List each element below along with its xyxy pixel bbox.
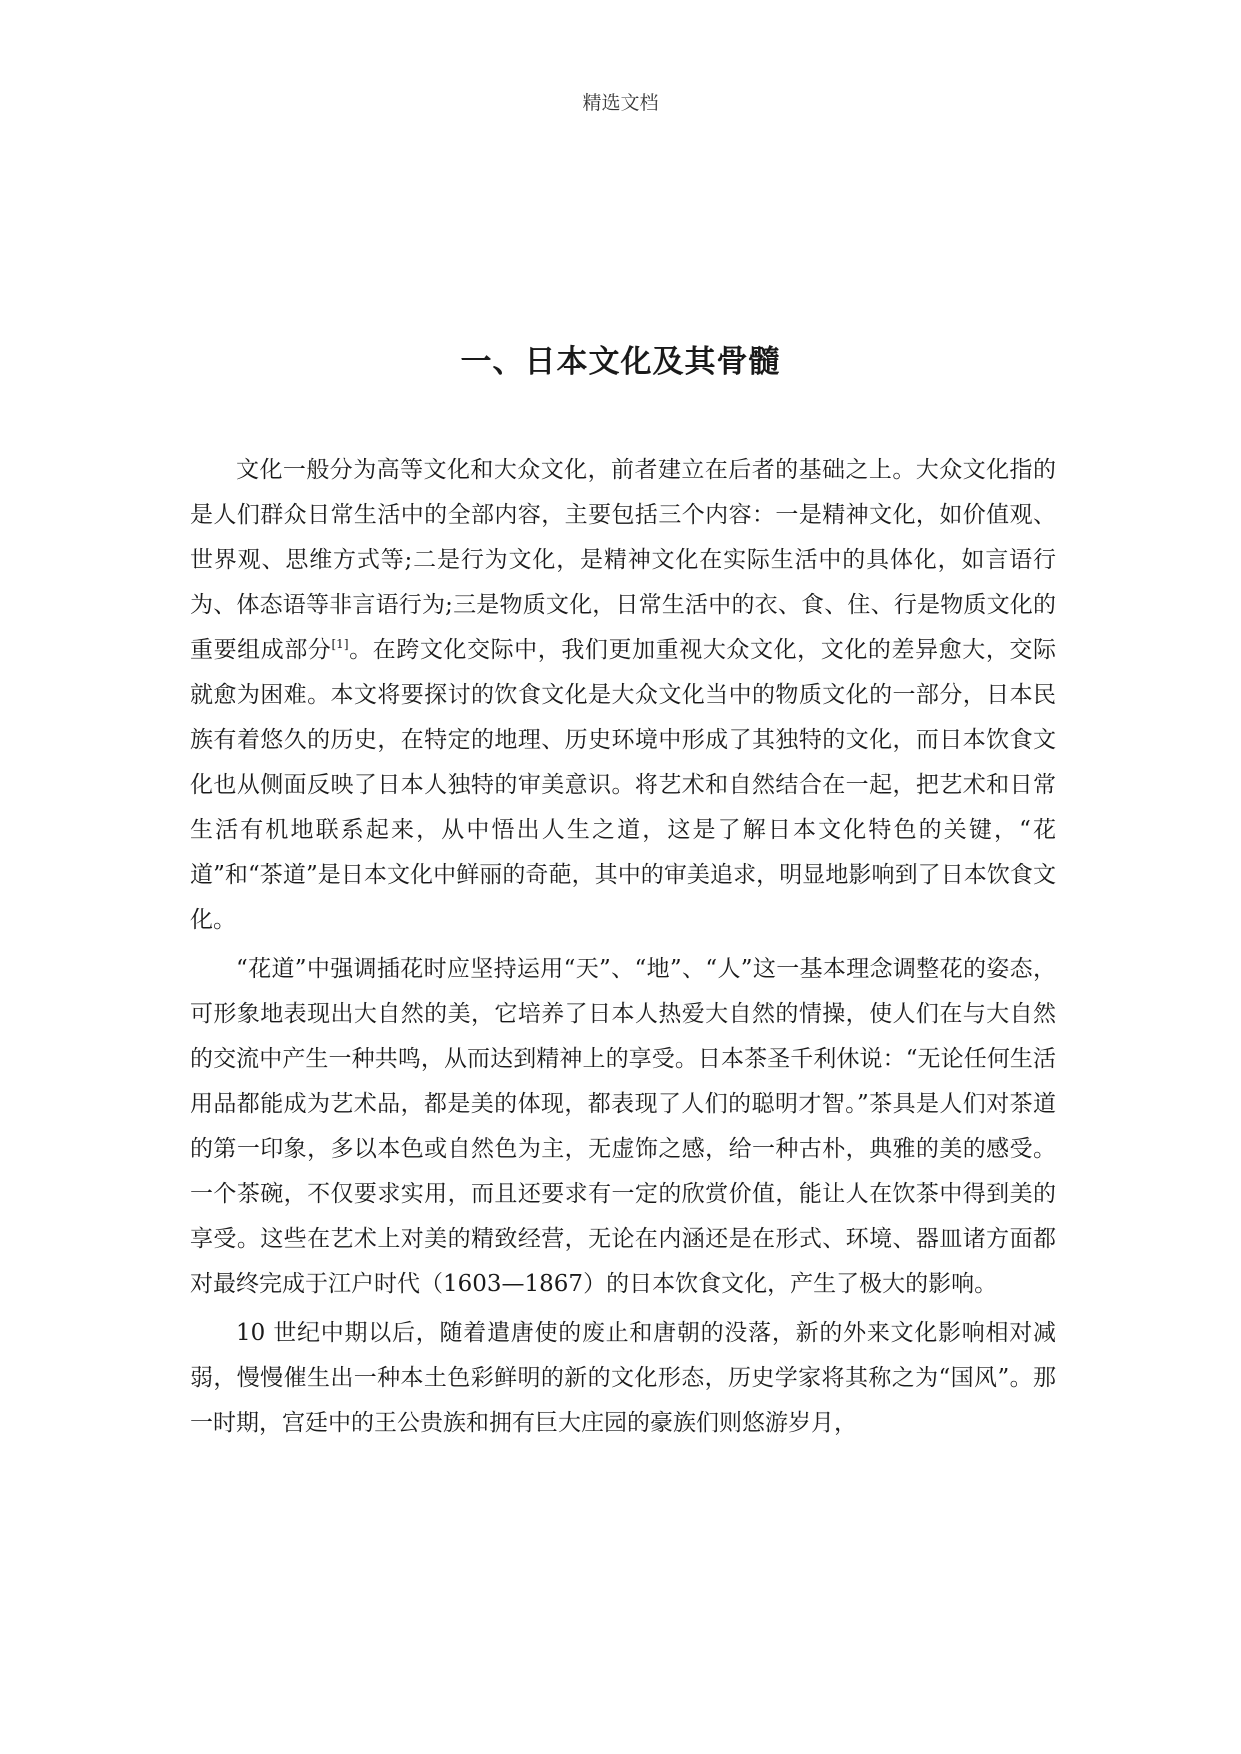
paragraph-culture-overview <box>190 448 1056 943</box>
citation-reference[interactable]: [1] <box>331 637 349 651</box>
paragraph-text: 。在跨文化交际中，我们更加重视大众文化，文化的差异愈大，交际就愈为困难。本文将要探讨的饮食文化是大众文化当中的物质文化的一部分，日本民族有着悠久的历史，在特定的地理、历史环境中形成了其独特的文化，而日本饮食文化也从侧面反映了日本人独特的审美意识。将艺术和自然结合在一起，把艺术和日常生活有机地联系起来，从中悟出人生之道，这是了解日本文化特色的关键，“花道”和“茶道”是日本文化中鲜丽的奇葩，其中的审美追求，明显地影响到了日本饮食文化。 <box>190 637 1056 933</box>
paragraph-text: 文化一般分为高等文化和大众文化，前者建立在后者的基础之上。大众文化指的是人们群众日常生活中的全部内容，主要包括三个内容：一是精神文化，如价值观、世界观、思维方式等;二是行为文化，是精神文化在实际生活中的具体化，如言语行为、体态语等非言语行为;三是物质文化，日常生活中的衣、食、住、行是物质文化的重要组成部分 <box>190 457 1056 663</box>
page-header: 精选文档 <box>582 92 659 114</box>
paragraph-kokufu: 10 世纪中期以后，随着遣唐使的废止和唐朝的没落，新的外来文化影响相对减弱，慢慢催生出一种本土色彩鲜明的新的文化形态，历史学家将其称之为“国风”。那一时期，宫廷中的王公贵族和拥有巨大庄园的豪族们则悠游岁月， <box>190 1320 1056 1436</box>
paragraph-flower-tea-way: “花道”中强调插花时应坚持运用“天”、“地”、“人”这一基本理念调整花的姿态，可形象地表现出大自然的美，它培养了日本人热爱大自然的情操，使人们在与大自然的交流中产生一种共鸣，从而达到精神上的享受。日本茶圣千利休说：“无论任何生活用品都能成为艺术品，都是美的体现，都表现了人们的聪明才智。”茶具是人们对茶道的第一印象，多以本色或自然色为主，无虚饰之感，给一种古朴，典雅的美的感受。一个茶碗，不仅要求实用，而且还要求有一定的欣赏价值，能让人在饮茶中得到美的享受。这些在艺术上对美的精致经营，无论在内涵还是在形式、环境、器皿诸方面都对最终完成于江户时代（1603—1867）的日本饮食文化，产生了极大的影响。 <box>190 956 1056 1297</box>
body-text <box>190 448 1056 1446</box>
section-title: 一、日本文化及其骨髓 <box>460 344 781 380</box>
